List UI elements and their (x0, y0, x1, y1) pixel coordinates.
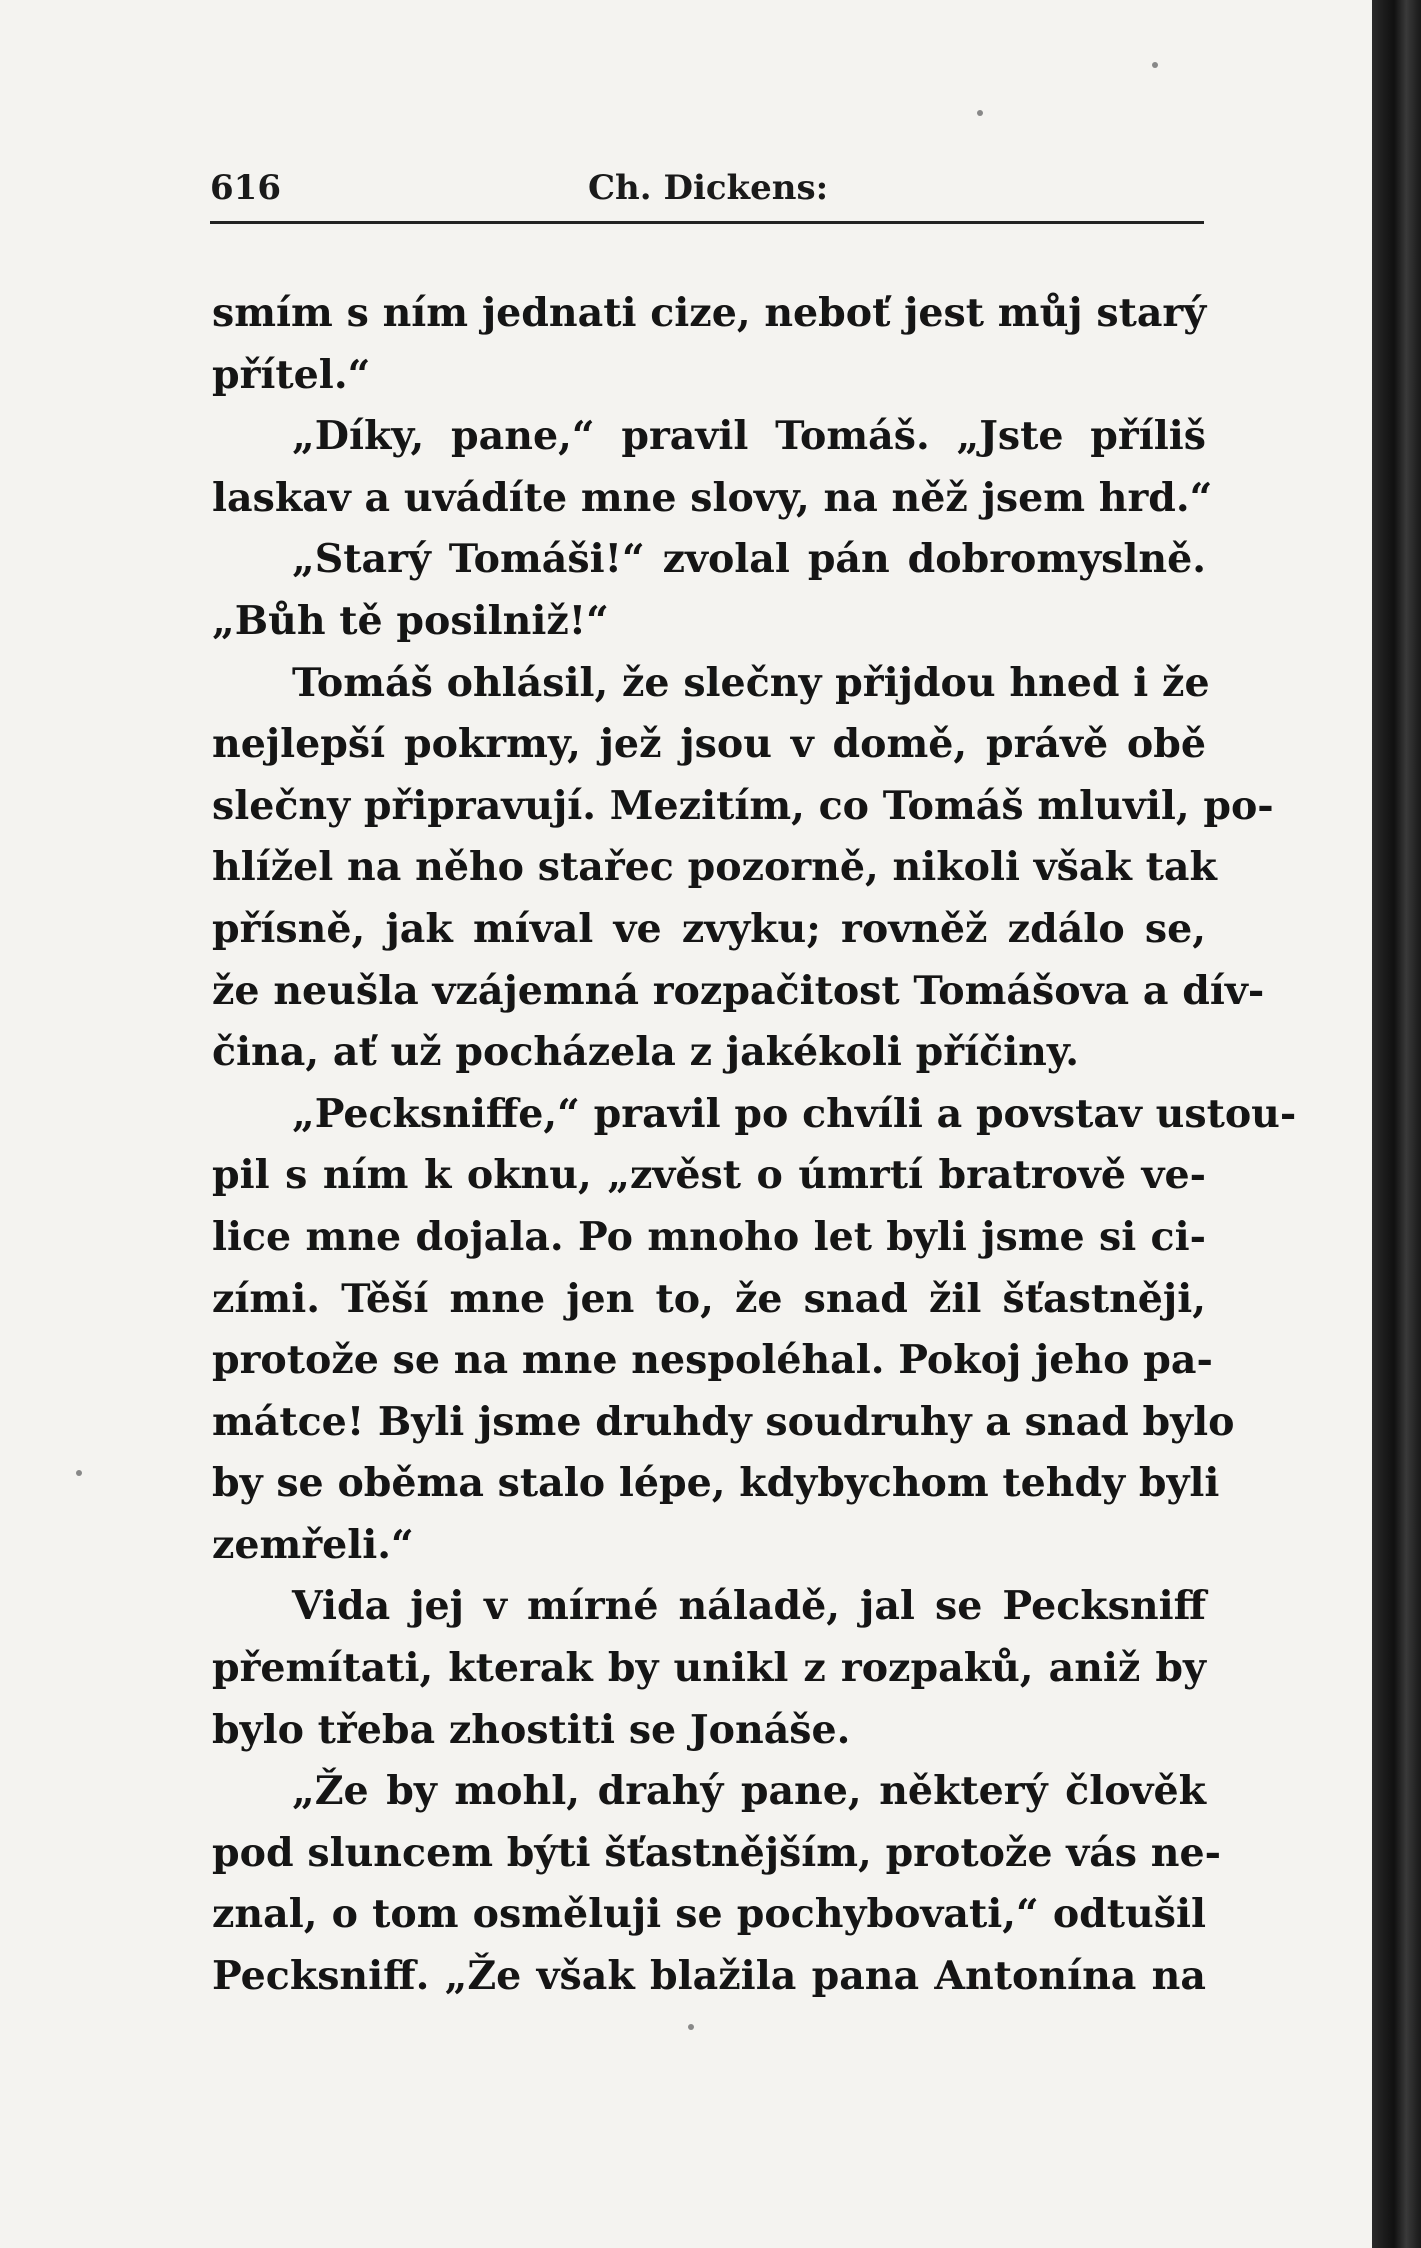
text-line: by se oběma stalo lépe, kdybychom tehdy byli (212, 1460, 1220, 1507)
text-line: bylo třeba zhostiti se Jonáše. (212, 1706, 851, 1753)
body-text (212, 283, 1297, 2008)
paper-speck (688, 2024, 694, 2030)
page-number: 616 (210, 168, 281, 208)
text-line: pil s ním k oknu, „zvěst o úmrtí bratrově ve- (212, 1152, 1206, 1199)
text-line: že neušla vzájemná rozpačitost Tomášova a dív- (212, 967, 1265, 1014)
text-line: laskav a uvádíte mne slovy, na něž jsem hrd.“ (212, 474, 1213, 521)
text-line: čina, ať už pocházela z jakékoli příčiny. (212, 1029, 1080, 1076)
text-line: přísně, jak míval ve zvyku; rovněž zdálo se, (212, 905, 1206, 952)
text-line: mátce! Byli jsme druhdy soudruhy a snad bylo (212, 1398, 1235, 1445)
text-line: „Díky, pane,“ pravil Tomáš. „Jste příliš (292, 413, 1206, 460)
text-line: lice mne dojala. Po mnoho let byli jsme si ci- (212, 1213, 1206, 1260)
text-line: „Bůh tě posilniž!“ (212, 597, 609, 644)
book-edge (1372, 0, 1421, 2248)
text-line: zemřeli.“ (212, 1521, 414, 1568)
text-line: protože se na mne nespoléhal. Pokoj jeho pa- (212, 1337, 1213, 1384)
page-header (210, 168, 1204, 218)
text-line: „Že by mohl, drahý pane, některý člověk (292, 1768, 1206, 1815)
running-head: Ch. Dickens: (588, 168, 829, 208)
paper-speck (977, 110, 983, 116)
text-line: přemítati, kterak by unikl z rozpaků, aniž by (212, 1645, 1206, 1692)
text-line: slečny připravují. Mezitím, co Tomáš mluvil, po- (212, 782, 1274, 829)
text-line: „Pecksniffe,“ pravil po chvíli a povstav ustou- (292, 1090, 1297, 1137)
text-line: hlížel na něho stařec pozorně, nikoli však tak (212, 844, 1217, 891)
text-line: Vida jej v mírné náladě, jal se Pecksniff (292, 1583, 1206, 1630)
paper-speck (76, 1470, 82, 1476)
text-line: pod sluncem býti šťastnějším, protože vás ne- (212, 1829, 1222, 1876)
text-line: Pecksniff. „Že však blažila pana Antonína na (212, 1953, 1206, 2000)
text-line: „Starý Tomáši!“ zvolal pán dobromyslně. (292, 536, 1206, 583)
text-line: nejlepší pokrmy, jež jsou v domě, právě obě (212, 721, 1206, 768)
text-line: přítel.“ (212, 351, 371, 398)
text-line: smím s ním jednati cize, neboť jest můj starý (212, 290, 1207, 336)
text-line: Tomáš ohlásil, že slečny přijdou hned i že (292, 659, 1210, 706)
text-line: zími. Těší mne jen to, že snad žil šťastněji, (212, 1275, 1206, 1322)
paper-speck (1152, 62, 1158, 68)
text-line: znal, o tom osměluji se pochybovati,“ odtušil (212, 1891, 1206, 1938)
header-rule (210, 221, 1204, 224)
